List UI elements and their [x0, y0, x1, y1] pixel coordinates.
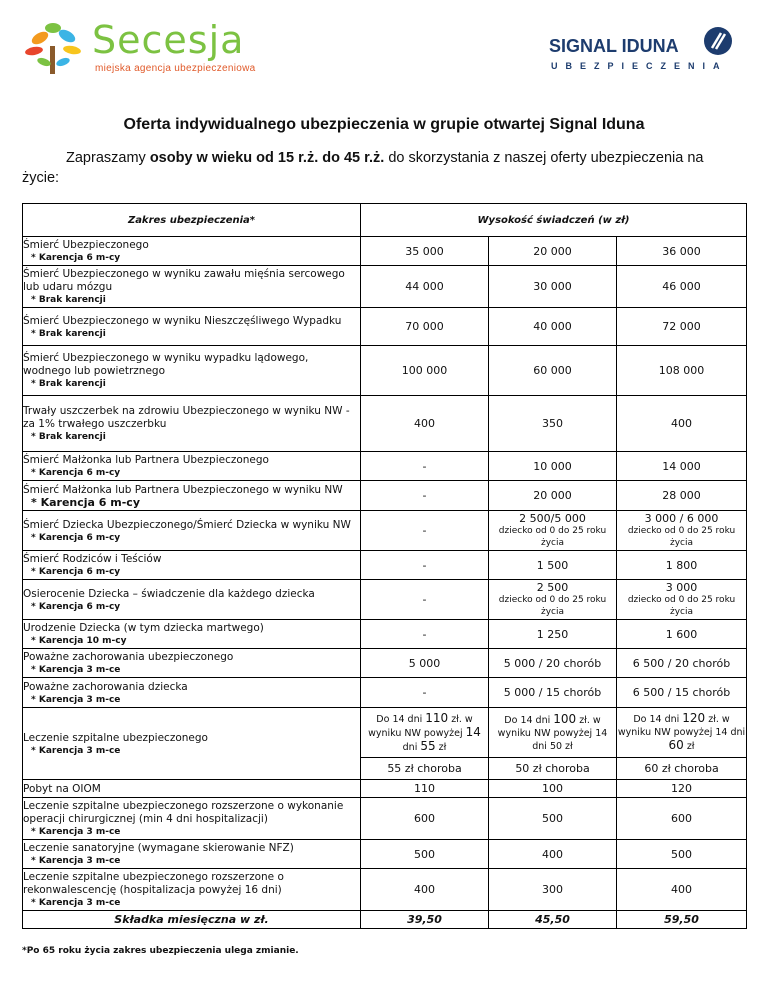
benefit-value-3: 400 — [617, 869, 747, 911]
benefit-value-3: 3 000 / 6 000 dziecko od 0 do 25 roku życia — [617, 511, 747, 551]
row-label-text: Pobyt na OIOM — [23, 782, 101, 795]
footnote: *Po 65 roku życia zakres ubezpieczenia ulega zmianie. — [22, 946, 299, 956]
row-label — [23, 620, 361, 649]
row-label — [23, 840, 361, 869]
intro-text: Zapraszamy osoby w wieku od 15 r.ż. do 45 r.ż. do skorzystania z naszej oferty ubezpieczenia na życie: — [22, 150, 704, 186]
benefit-value-1: 500 — [361, 840, 489, 869]
signal-iduna-name: SIGNAL IDUNA — [549, 36, 679, 56]
table-row — [23, 678, 747, 708]
row-label-text: Śmierć Rodziców i Teściów — [23, 553, 162, 565]
row-label — [23, 396, 361, 452]
benefit-value-3: 28 000 — [617, 481, 747, 511]
age-note: dziecko od 0 do 25 roku życia — [498, 526, 607, 548]
karencja-note: * Karencja 3 m-ce — [31, 665, 121, 675]
benefit-value-2: 10 000 — [489, 452, 617, 481]
benefit-value-1: 600 — [361, 798, 489, 840]
benefit-value-2: 1 500 — [489, 551, 617, 580]
row-label — [23, 678, 361, 708]
benefit-value-1: - — [361, 620, 489, 649]
hospital-value-3: Do 14 dni 120 zł. w wyniku NW powyżej 14 dni 60 zł — [617, 708, 747, 758]
benefit-value-3: 72 000 — [617, 308, 747, 346]
karencja-note: * Brak karencji — [31, 295, 106, 305]
benefit-value-3: 46 000 — [617, 266, 747, 308]
row-label-text: Śmierć Ubezpieczonego w wyniku zawału mięśnia sercowego lub udaru mózgu — [23, 268, 345, 293]
benefit-value-3: 120 — [617, 780, 747, 798]
age-note: dziecko od 0 do 25 roku życia — [627, 595, 736, 617]
row-label-text: Urodzenie Dziecka (w tym dziecka martwego) — [23, 622, 264, 634]
premium-value-1: 39,50 — [361, 911, 489, 929]
table-row — [23, 869, 747, 911]
benefit-value-2: 5 000 / 20 chorób — [489, 649, 617, 678]
karencja-note: * Brak karencji — [31, 379, 106, 389]
benefit-value-3: 6 500 / 15 chorób — [617, 678, 747, 708]
row-label — [23, 551, 361, 580]
karencja-note: * Karencja 6 m-cy — [31, 253, 121, 263]
row-label-text: Poważne zachorowania ubezpieczonego — [23, 651, 234, 663]
karencja-note: * Brak karencji — [31, 432, 106, 442]
table-row — [23, 266, 747, 308]
footer-label: Składka miesięczna w zł. — [23, 911, 361, 929]
benefit-value-2: 100 — [489, 780, 617, 798]
benefit-value-3: 1 600 — [617, 620, 747, 649]
benefit-value-1: 110 — [361, 780, 489, 798]
table-row — [23, 396, 747, 452]
row-label — [23, 649, 361, 678]
table-row — [23, 649, 747, 678]
karencja-note: * Karencja 6 m-cy — [31, 495, 140, 509]
row-label-text: Poważne zachorowania dziecka — [23, 680, 188, 693]
benefit-value-2: 400 — [489, 840, 617, 869]
table-row — [23, 511, 747, 551]
row-label-text: Śmierć Ubezpieczonego w wyniku wypadku lądowego, wodnego lub powietrznego — [23, 352, 309, 377]
hospital-illness-3: 60 zł choroba — [617, 758, 747, 780]
benefit-value-3: 3 000 dziecko od 0 do 25 roku życia — [617, 580, 747, 620]
karencja-note: * Brak karencji — [31, 328, 106, 339]
karencja-note: * Karencja 6 m-cy — [31, 468, 121, 478]
benefit-value-1: - — [361, 481, 489, 511]
benefit-value-1: 70 000 — [361, 308, 489, 346]
row-label — [23, 511, 361, 551]
row-label-text: Leczenie sanatoryjne (wymagane skierowanie NFZ) — [23, 842, 294, 854]
row-label-text: Śmierć Ubezpieczonego w wyniku Nieszczęśliwego Wypadku — [23, 314, 342, 327]
karencja-note: * Karencja 6 m-cy — [31, 532, 121, 543]
row-label — [23, 237, 361, 266]
row-label — [23, 780, 361, 798]
benefit-value-3: 108 000 — [617, 346, 747, 396]
karencja-note: * Karencja 6 m-cy — [31, 567, 121, 577]
secesja-logo — [20, 18, 270, 78]
row-label-text: Trwały uszczerbek na zdrowiu Ubezpieczonego w wyniku NW - za 1% trwałego uszczerbku — [23, 405, 350, 430]
row-label: Leczenie szpitalne ubezpieczonego * Karencja 3 m-ce — [23, 708, 361, 780]
row-label — [23, 869, 361, 911]
benefit-value-1: - — [361, 551, 489, 580]
row-label-text: Osierocenie Dziecka – świadczenie dla każdego dziecka — [23, 587, 315, 600]
benefit-value-2: 500 — [489, 798, 617, 840]
benefit-value-1: 5 000 — [361, 649, 489, 678]
benefit-value-2: 30 000 — [489, 266, 617, 308]
table-row — [23, 452, 747, 481]
benefit-value-2: 350 — [489, 396, 617, 452]
table-row — [23, 780, 747, 798]
premium-value-3: 59,50 — [617, 911, 747, 929]
karencja-note: * Karencja 3 m-ce — [31, 856, 121, 866]
karencja-note: * Karencja 3 m-ce — [31, 694, 121, 705]
row-label — [23, 346, 361, 396]
hospital-value-1: Do 14 dni 110 zł. w wyniku NW powyżej 14 dni 55 zł — [361, 708, 489, 758]
table-header-row — [23, 204, 747, 237]
benefit-value-2: 2 500/5 000 dziecko od 0 do 25 roku życia — [489, 511, 617, 551]
row-label — [23, 481, 361, 511]
secesja-tagline: miejska agencja ubezpieczeniowa — [95, 63, 256, 74]
table-row — [23, 840, 747, 869]
row-label — [23, 580, 361, 620]
table-footer-row — [23, 911, 747, 929]
table-row — [23, 237, 747, 266]
benefit-value-1: - — [361, 580, 489, 620]
benefit-value-2: 5 000 / 15 chorób — [489, 678, 617, 708]
benefit-value-2: 20 000 — [489, 481, 617, 511]
tree-logo-icon — [20, 18, 90, 78]
hospital-illness-2: 50 zł choroba — [489, 758, 617, 780]
benefit-value-2: 1 250 — [489, 620, 617, 649]
row-label-text: Leczenie szpitalne ubezpieczonego rozszerzone o rekonwalescencję (hospitalizacja powyżej 16 dni) — [23, 871, 284, 896]
benefit-value-2: 300 — [489, 869, 617, 911]
signal-iduna-sub: UBEZPIECZENIA — [551, 61, 728, 71]
benefit-value-1: 44 000 — [361, 266, 489, 308]
table-row — [23, 798, 747, 840]
row-label — [23, 798, 361, 840]
benefit-value-2: 40 000 — [489, 308, 617, 346]
benefit-value-3: 600 — [617, 798, 747, 840]
benefit-value-3: 1 800 — [617, 551, 747, 580]
hospital-illness-1: 55 zł choroba — [361, 758, 489, 780]
benefit-value-3: 500 — [617, 840, 747, 869]
benefit-value-1: - — [361, 678, 489, 708]
benefit-value-3: 36 000 — [617, 237, 747, 266]
header-scope: Zakres ubezpieczenia* — [23, 204, 361, 237]
row-label-text: Śmierć Dziecka Ubezpieczonego/Śmierć Dziecka w wyniku NW — [23, 518, 351, 531]
karencja-note: * Karencja 3 m-ce — [31, 827, 121, 837]
benefit-value-3: 6 500 / 20 chorób — [617, 649, 747, 678]
benefit-value-1: 35 000 — [361, 237, 489, 266]
benefit-value-1: - — [361, 452, 489, 481]
premium-value-2: 45,50 — [489, 911, 617, 929]
benefit-value-3: 400 — [617, 396, 747, 452]
table-row — [23, 580, 747, 620]
age-note: dziecko od 0 do 25 roku życia — [498, 595, 607, 617]
table-row-hospital — [23, 708, 747, 758]
age-note: dziecko od 0 do 25 roku życia — [627, 526, 736, 548]
benefit-value-2: 60 000 — [489, 346, 617, 396]
header-benefits: Wysokość świadczeń (w zł) — [361, 204, 747, 237]
secesja-name: Secesja — [92, 18, 245, 62]
karencja-note: * Karencja 3 m-ce — [31, 898, 121, 908]
table-row — [23, 620, 747, 649]
karencja-note: * Karencja 10 m-cy — [31, 636, 127, 646]
row-label-text: Leczenie szpitalne ubezpieczonego rozszerzone o wykonanie operacji chirurgicznej (min 4 dni hospitalizacji) — [23, 800, 344, 825]
hospital-value-2: Do 14 dni 100 zł. w wyniku NW powyżej 14 dni 50 zł — [489, 708, 617, 758]
row-label-text: Śmierć Małżonka lub Partnera Ubezpieczonego w wyniku NW — [23, 483, 343, 496]
benefit-value-3: 14 000 — [617, 452, 747, 481]
table-row — [23, 308, 747, 346]
karencja-note: * Karencja 6 m-cy — [31, 601, 121, 612]
benefit-value-2: 2 500 dziecko od 0 do 25 roku życia — [489, 580, 617, 620]
benefit-value-1: - — [361, 511, 489, 551]
table-row — [23, 346, 747, 396]
signal-iduna-mark-icon — [703, 26, 733, 56]
table-row — [23, 551, 747, 580]
row-label — [23, 266, 361, 308]
benefit-value-1: 100 000 — [361, 346, 489, 396]
benefit-value-1: 400 — [361, 869, 489, 911]
benefit-value-1: 400 — [361, 396, 489, 452]
row-label-text: Śmierć Ubezpieczonego — [23, 239, 149, 251]
row-label — [23, 452, 361, 481]
table-row — [23, 481, 747, 511]
page-title: Oferta indywidualnego ubezpieczenia w grupie otwartej Signal Iduna — [123, 116, 645, 133]
signal-iduna-logo — [535, 20, 745, 80]
offer-table — [22, 203, 747, 929]
benefit-value-2: 20 000 — [489, 237, 617, 266]
row-label — [23, 308, 361, 346]
row-label-text: Śmierć Małżonka lub Partnera Ubezpieczonego — [23, 454, 269, 466]
